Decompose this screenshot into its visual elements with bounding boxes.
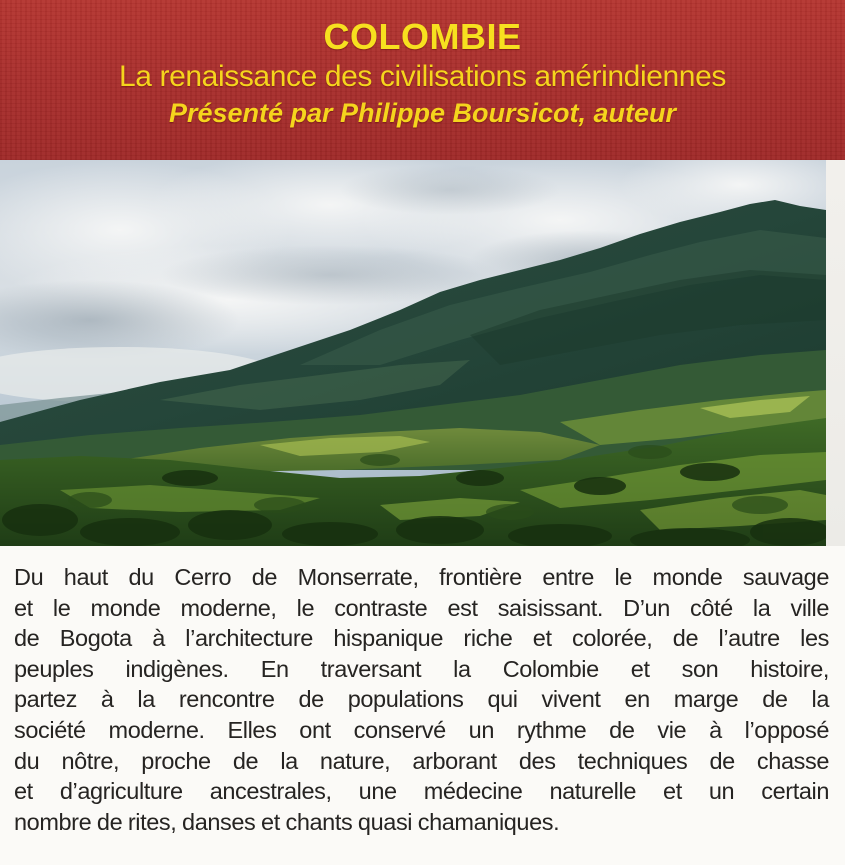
page-margin	[826, 160, 845, 546]
landscape-photo	[0, 160, 826, 546]
article-line: et d’agriculture ancestrales, une médecine naturelle et un certain	[14, 778, 829, 805]
article-line: société moderne. Elles ont conservé un rythme de vie à l’opposé	[14, 716, 829, 743]
article-line: partez à la rencontre de populations qui vivent en marge de la	[14, 686, 829, 713]
article-line: et le monde moderne, le contraste est saisissant. D’un côté la ville	[14, 594, 829, 621]
presenter-credit: Présenté par Philippe Boursicot, auteur	[168, 98, 677, 128]
article-text	[14, 562, 829, 837]
mountain-landscape-image	[0, 160, 826, 546]
page-title: COLOMBIE	[323, 16, 522, 57]
article-line: de Bogota à l’architecture hispanique riche et colorée, de l’autre les	[14, 625, 829, 652]
title-banner	[0, 0, 845, 160]
page-subtitle: La renaissance des civilisations amérindiennes	[119, 60, 726, 93]
article-line: Du haut du Cerro de Monserrate, frontière entre le monde sauvage	[14, 564, 829, 590]
article-line: nombre de rites, danses et chants quasi chamaniques.	[14, 808, 560, 835]
article-line: du nôtre, proche de la nature, arborant des techniques de chasse	[14, 747, 829, 774]
article-line: peuples indigènes. En traversant la Colombie et son histoire,	[14, 655, 829, 682]
